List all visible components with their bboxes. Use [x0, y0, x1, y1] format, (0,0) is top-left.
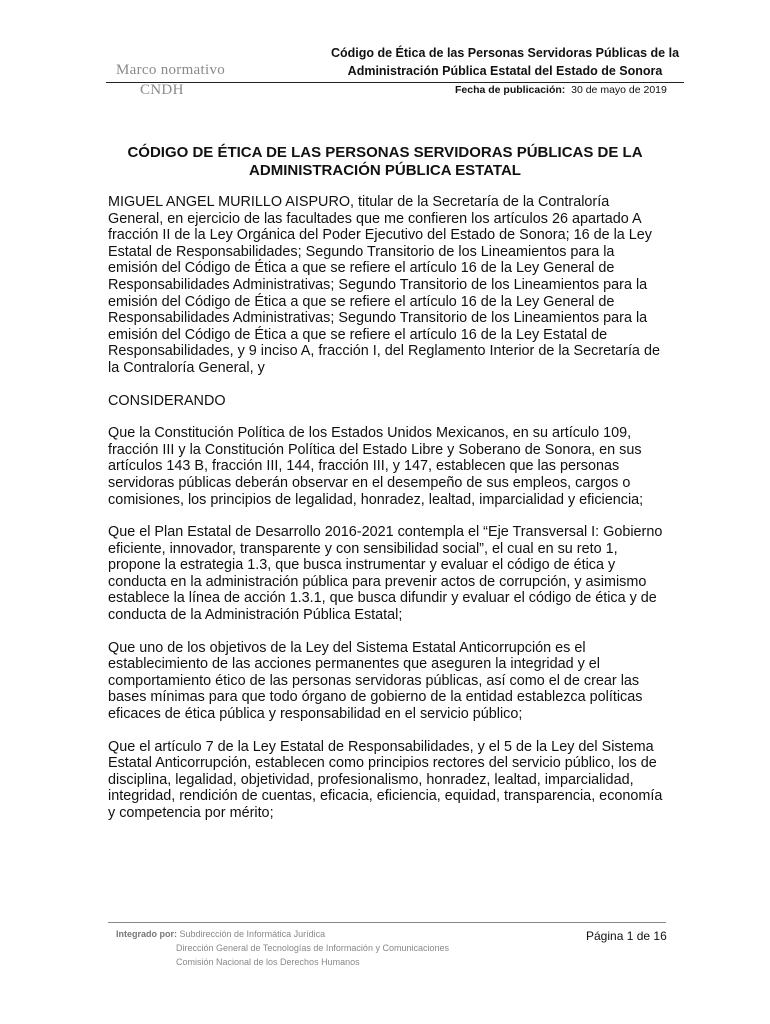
publication-date-value: 30 de mayo de 2019 [571, 84, 667, 96]
body-paragraph: Que el Plan Estatal de Desarrollo 2016-2021 contempla el “Eje Transversal I: Gobierno eficiente, innovador, transparente y con sensibilidad social”, el cual en su reto 1, propone la estrategia 1.3, que busca instrumentar y evaluar el código de ética y conducta en la administración pública para prevenir actos de corrupción, y asimismo establece la línea de acción 1.3.1, que busca difundir y evaluar el código de ética y de conducta de la Administración Pública Estatal; [108, 524, 663, 624]
brand-cndh: CNDH [140, 82, 184, 98]
header-title-line-1: Código de Ética de las Personas Servidoras Públicas de la [330, 46, 680, 60]
footer-credit-unit: Subdirección de Informática Jurídica [179, 929, 326, 939]
header-title-line-2: Administración Pública Estatal del Estado de Sonora [347, 64, 663, 78]
document-body [108, 194, 664, 838]
header-divider [106, 82, 684, 83]
footer-credit-line-2: Dirección General de Tecnologías de Información y Comunicaciones [176, 943, 449, 953]
brand-marco-normativo: Marco normativo [116, 62, 226, 78]
body-paragraph: CONSIDERANDO [108, 392, 226, 409]
footer-divider [108, 922, 666, 923]
footer-credit-line-3: Comisión Nacional de los Derechos Humanos [176, 957, 360, 967]
footer-credit-label: Integrado por: [116, 929, 177, 939]
body-paragraph: Que uno de los objetivos de la Ley del Sistema Estatal Anticorrupción es el establecimiento de las acciones permanentes que aseguren la integridad y el comportamiento ético de las personas servidoras públicas, así como el de crear las bases mínimas para que todo órgano de gobierno de la entidad establezca políticas eficaces de ética pública y responsabilidad en el servicio público; [108, 639, 643, 723]
footer-credit-line-1 [116, 927, 449, 941]
body-paragraph: MIGUEL ANGEL MURILLO AISPURO, titular de la Secretaría de la Contraloría General, en ejercicio de las facultades que me confieren los artículos 26 apartado A fracción II de la Ley Orgánica del Poder Ejecutivo del Estado de Sonora; 16 de la Ley Estatal de Responsabilidades; Segundo Transitorio de los Lineamientos para la emisión del Código de Ética a que se refiere el artículo 16 de la Ley General de Responsabilidades Administrativas; Segundo Transitorio de los Lineamientos para la emisión del Código de Ética a que se refiere el artículo 16 de la Ley General de Responsabilidades Administrativas; Segundo Transitorio de los Lineamientos para la emisión del Código de Ética a que se refiere el artículo 16 de la Ley Estatal de Responsabilidades, y 9 inciso A, fracción I, del Reglamento Interior de la Secretaría de la Contraloría General, y [108, 194, 660, 376]
document-title: CÓDIGO DE ÉTICA DE LAS PERSONAS SERVIDORAS PÚBLICAS DE LA ADMINISTRACIÓN PÚBLICA ESTATAL [127, 144, 643, 179]
publication-date [455, 84, 667, 96]
body-paragraph: Que el artículo 7 de la Ley Estatal de Responsabilidades, y el 5 de la Ley del Sistema Estatal Anticorrupción, establecen como principios rectores del servicio público, los de disciplina, legalidad, objetividad, profesionalismo, honradez, lealtad, imparcialidad, integridad, rendición de cuentas, eficacia, eficiencia, equidad, transparencia, economía y competencia por mérito; [108, 738, 663, 821]
footer-credit [116, 927, 449, 969]
body-paragraph: Que la Constitución Política de los Estados Unidos Mexicanos, en su artículo 109, fracción III y la Constitución Política del Estado Libre y Soberano de Sonora, en sus artículos 143 B, fracción III, 144, fracción III, y 147, establecen que las personas servidoras públicas deberán observar en el desempeño de sus empleos, cargos o comisiones, los principios de legalidad, honradez, lealtad, imparcialidad y eficiencia; [108, 425, 644, 508]
page-number: Página 1 de 16 [586, 929, 667, 943]
publication-date-label: Fecha de publicación: [455, 84, 566, 96]
